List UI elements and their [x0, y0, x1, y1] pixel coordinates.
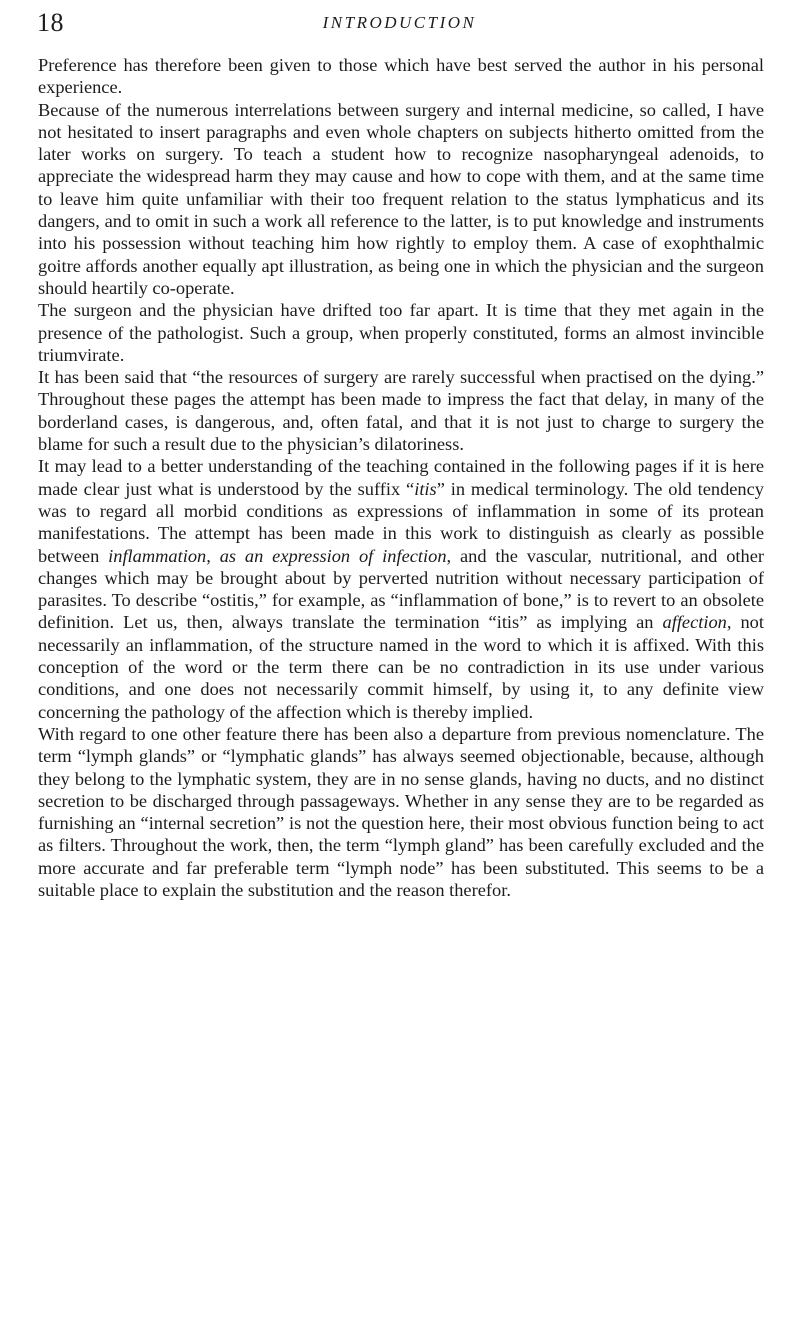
- paragraph: [38, 366, 764, 455]
- page-number: 18: [37, 8, 64, 37]
- paragraph: [38, 299, 764, 366]
- italic-text: inflammation, as an expression of infection,: [108, 545, 452, 566]
- text-run: The surgeon and the physician have drifted too far apart. It is time that they met again in the presence of the pathologist. Such a group, when properly constituted, forms an almost invincible triumvirate.: [38, 300, 764, 365]
- running-head: INTRODUCTION: [322, 13, 477, 32]
- italic-text: itis: [414, 478, 437, 499]
- text-run: ” in medical terminology. The old tendency was to regard all morbid conditions as expressions of inflammation in some of its protean manifestations. The attempt has been made in this work to distinguish as clearly as possible between: [38, 478, 764, 566]
- text-run: With regard to one other feature there has been also a departure from previous nomenclature. The term “lymph glands” or “lymphatic glands” has always seemed objectionable, because, although they belong to the lymphatic system, they are in no sense glands, having no ducts, and no distinct secretion to be discharged through passageways. Whether in any sense they are to be regarded as furnishing an “internal secretion” is not the question here, their most obvious function being to act as filters. Throughout the work, then, the term “lymph gland” has been carefully excluded and the more accurate and far preferable term “lymph node” has been substituted. This seems to be a suitable place to explain the substitution and the reason therefor.: [38, 723, 764, 900]
- text-run: Preference has therefore been given to those which have best served the author in his personal experience.: [38, 55, 764, 98]
- text-run: and the vascular, nutritional, and other changes which may be brought about by perverted nutrition without necessary participation of parasites. To describe “ostitis,” for example, as “inflammation of bone,” is to revert to an obsolete definition. Let us, then, always translate the termination “itis” as implying an: [38, 545, 764, 633]
- paragraph: [38, 54, 764, 99]
- italic-text: affection,: [662, 612, 732, 633]
- text-run: Because of the numerous interrelations between surgery and internal medicine, so called, I have not hesitated to insert paragraphs and even whole chapters on subjects hitherto omitted from the later works on surgery. To teach a student how to recognize nasopharyngeal adenoids, to appreciate the widespread harm they may cause and how to cope with them, and at the same time to leave him quite unfamiliar with their too frequent relation to the status lymphaticus and its dangers, and to omit in such a work all reference to the latter, is to put knowledge and instruments into his possession without teaching him how rightly to employ them. A case of exophthalmic goitre affords another equally apt illustration, as being one in which the physician and the surgeon should heartily co-operate.: [38, 99, 764, 298]
- text-run: not necessarily an inflammation, of the structure named in the word to which it is affixed. With this conception of the word or the term there can be no contradiction in its use under various conditions, and one does not necessarily commit himself, by using it, to any definite view concerning the pathology of the affection which is thereby implied.: [38, 612, 764, 722]
- page-header: [37, 6, 762, 40]
- paragraph: [38, 455, 764, 723]
- text-run: It may lead to a better understanding of the teaching contained in the following pages if it is here made clear just what is understood by the suffix “: [38, 456, 764, 499]
- text-run: It has been said that “the resources of surgery are rarely successful when practised on the dying.” Throughout these pages the attempt has been made to impress the fact that delay, in many of the borderland cases, is dangerous, and, often fatal, and that it is not just to charge to surgery the blame for such a result due to the physician’s dilatoriness.: [38, 367, 764, 455]
- paragraph: [38, 723, 764, 901]
- body-text: [38, 54, 764, 901]
- paragraph: [38, 99, 764, 300]
